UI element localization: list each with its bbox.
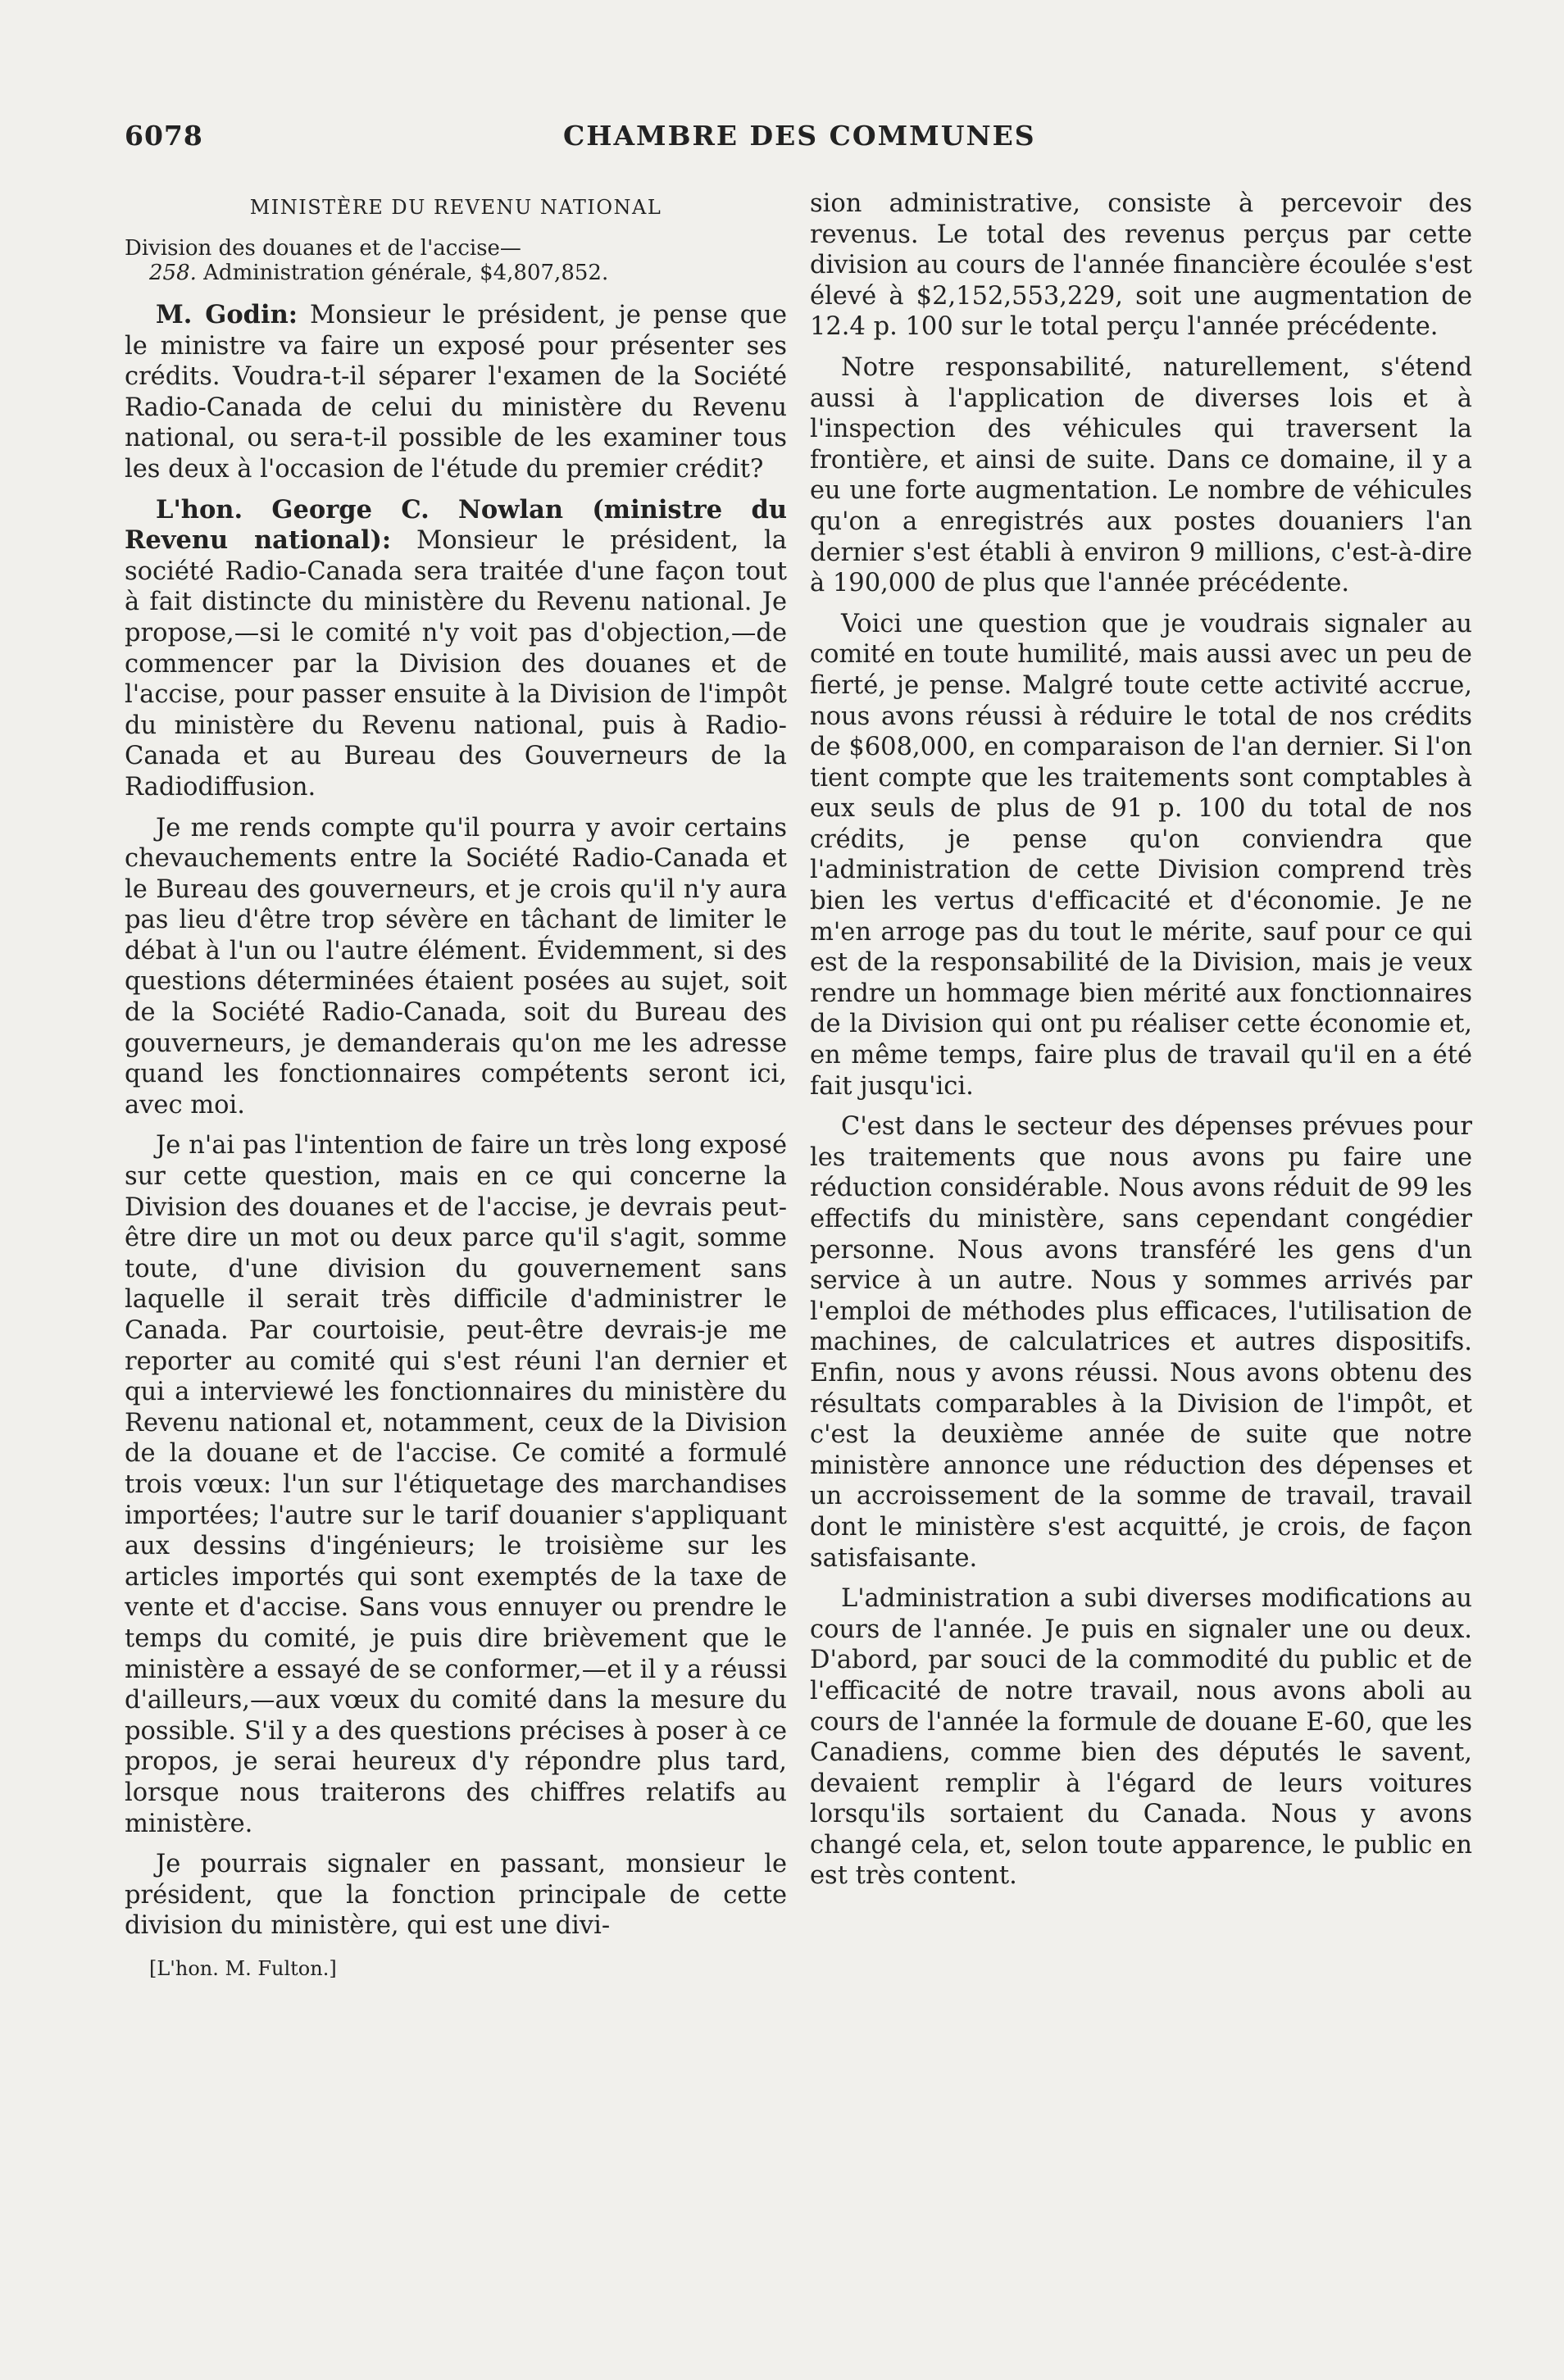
paragraph [125, 495, 787, 803]
page-header [125, 120, 1477, 161]
paragraph: sion administrative, consiste à percevoir des revenus. Le total des revenus perçus par cette division au cours de l'année financière écoulée s'est élevé à $2,152,553,229, soit une augmentation de 12.4 p. 100 sur le total perçu l'année précédente. [810, 189, 1472, 342]
estimate-item [125, 261, 787, 285]
paragraph: L'administration a subi diverses modifications au cours de l'année. Je puis en signaler une ou deux. D'abord, par souci de la commodité du public et de l'efficacité de notre travail, nous avons aboli au cours de l'année la formule de douane E-60, que les Canadiens, comme bien des députés le savent, devaient remplir à l'égard de leurs voitures lorsqu'ils sortaient du Canada. Nous y avons changé cela, et, selon toute apparence, le public en est très content. [810, 1584, 1472, 1891]
right-column [810, 188, 1472, 1901]
footer-note: [L'hon. M. Fulton.] [149, 1956, 337, 1980]
paragraph: C'est dans le secteur des dépenses prévues pour les traitements que nous avons pu faire une réduction considérable. Nous avons réduit de 99 les effectifs du ministère, sans cependant congédier personne. Nous avons transféré les gens d'un service à un autre. Nous y sommes arrivés par l'emploi de méthodes plus efficaces, l'utilisation de machines, de calculatrices et autres dispositifs. Enfin, nous y avons réussi. Nous avons obtenu des résultats comparables à la Division de l'impôt, et c'est la deuxième année de suite que notre ministère annonce une réduction des dépenses et un accroissement de la somme de travail, travail dont le ministère s'est acquitté, je crois, de façon satisfaisante. [810, 1112, 1472, 1573]
paragraph: Je pourrais signaler en passant, monsieur le président, que la fonction principale de cette division du ministère, qui est une divi- [125, 1850, 787, 1941]
estimate-block [125, 236, 787, 285]
paragraph [125, 300, 787, 485]
estimate-division: Division des douanes et de l'accise— [125, 236, 521, 261]
paragraph: Notre responsabilité, naturellement, s'étend aussi à l'application de diverses lois et à l'inspection des véhicules qui traversent la frontière, et ainsi de suite. Dans ce domaine, il y a eu une forte augmentation. Le nombre de véhicules qu'on a enregistrés aux postes douaniers l'an dernier s'est établi à environ 9 millions, c'est-à-dire à 190,000 de plus que l'année précédente. [810, 352, 1472, 598]
running-title: CHAMBRE DES COMMUNES [563, 120, 1036, 152]
speaker-name: L'hon. George C. Nowlan (ministre du Revenu national): [125, 494, 787, 556]
paragraph-text: Monsieur le président, je pense que le ministre va faire un exposé pour présenter ses crédits. Voudra-t-il séparer l'examen de la Société Radio-Canada de celui du ministère du Revenu national, ou sera-t-il possible de les examiner tous les deux à l'occasion de l'étude du premier crédit? [125, 301, 787, 484]
speaker-name: M. Godin: [156, 300, 298, 329]
paragraph: Je me rends compte qu'il pourra y avoir certains chevauchements entre la Société Radio-Canada et le Bureau des gouverneurs, et je crois qu'il n'y aura pas lieu d'être trop sévère en tâchant de limiter le débat à l'un ou l'autre élément. Évidemment, si des questions déterminées étaient posées au sujet, soit de la Société Radio-Canada, soit du Bureau des gouverneurs, je demanderais qu'on me les adresse quand les fonctionnaires compétents seront ici, avec moi. [125, 813, 787, 1120]
section-heading: MINISTÈRE DU REVENU NATIONAL [249, 196, 662, 219]
estimate-item-number: 258. [149, 261, 197, 285]
paragraph-text: Monsieur le président, la société Radio-Canada sera traitée d'une façon tout à fait distincte du ministère du Revenu national. Je propose,—si le comité n'y voit pas d'objection,—de commencer par la Division des douanes et de l'accise, pour passer ensuite à la Division de l'impôt du ministère du Revenu national, puis à Radio-Canada et au Bureau des Gouverneurs de la Radiodiffusion. [125, 526, 787, 802]
page-number: 6078 [125, 120, 203, 152]
paragraph: Voici une question que je voudrais signaler au comité en toute humilité, mais aussi avec un peu de fierté, je pense. Malgré toute cette activité accrue, nous avons réussi à réduire le total de nos crédits de $608,000, en comparaison de l'an dernier. Si l'on tient compte que les traitements sont comptables à eux seuls de plus de 91 p. 100 du total de nos crédits, je pense qu'on conviendra que l'administration de cette Division comprend très bien les vertus d'efficacité et d'économie. Je ne m'en arroge pas du tout le mérite, sauf pour ce qui est de la responsabilité de la Division, mais je veux rendre un hommage bien mérité aux fonctionnaires de la Division qui ont pu réaliser cette économie et, en même temps, faire plus de travail qu'il en a été fait jusqu'ici. [810, 609, 1472, 1101]
paragraph: Je n'ai pas l'intention de faire un très long exposé sur cette question, mais en ce qui concerne la Division des douanes et de l'accise, je devrais peut-être dire un mot ou deux parce qu'il s'agit, somme toute, d'une division du gouvernement sans laquelle il serait très difficile d'administrer le Canada. Par courtoisie, peut-être devrais-je me reporter au comité qui s'est réuni l'an dernier et qui a interviewé les fonctionnaires du ministère du Revenu national et, notamment, ceux de la Division de la douane et de l'accise. Ce comité a formulé trois vœux: l'un sur l'étiquetage des marchandises importées; l'autre sur le tarif douanier s'appliquant aux dessins d'ingénieurs; le troisième sur les articles importés qui sont exemptés de la taxe de vente et d'accise. Sans vous ennuyer ou prendre le temps du comité, je puis dire brièvement que le ministère a essayé de se conformer,—et il y a réussi d'ailleurs,—aux vœux du comité dans la mesure du possible. S'il y a des questions précises à poser à ce propos, je serai heureux d'y répondre plus tard, lorsque nous traiterons des chiffres relatifs au ministère. [125, 1131, 787, 1838]
left-column [125, 188, 787, 1981]
estimate-item-text: Administration générale, $4,807,852. [196, 261, 609, 285]
